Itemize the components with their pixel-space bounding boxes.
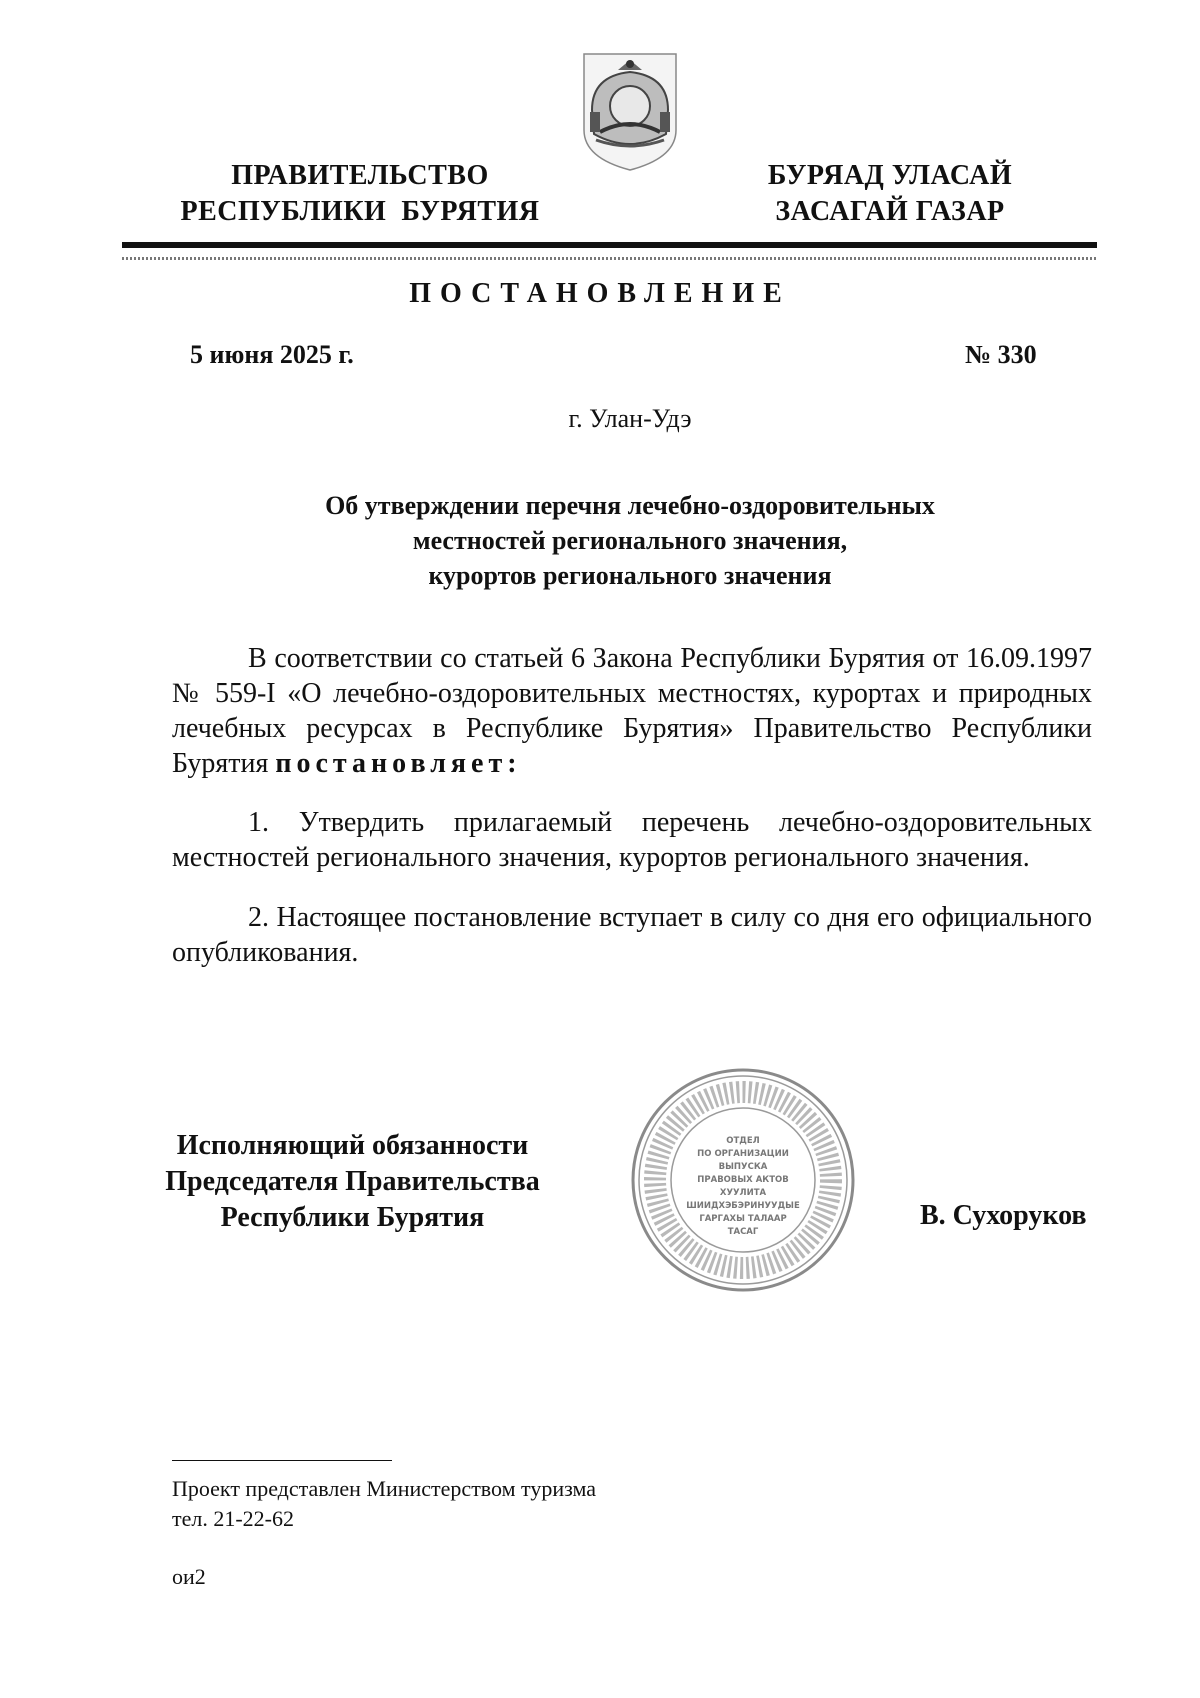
footnote-line1: Проект представлен Министерством туризма [172, 1476, 597, 1501]
signatory-position [150, 1128, 555, 1236]
official-seal-icon [628, 1065, 858, 1295]
seal-line-4: ПРАВОВЫХ АКТОВ [697, 1175, 789, 1185]
footnote [172, 1474, 596, 1534]
position-line3: Республики Бурятия [220, 1202, 485, 1233]
seal-line-5: ХУУЛИТА [719, 1188, 767, 1198]
title-line1: Об утверждении перечня лечебно-оздоровительных [325, 491, 935, 520]
coat-of-arms-icon [578, 50, 682, 174]
paragraph-1-text: В соответствии со статьей 6 Закона Республики Бурятия от 16.09.1997 № 559-I «О лечебно-оздоровительных местностях, курортах и природных лечебных ресурсах в Республике Бурятия» Правительство Республики Бурятия [172, 643, 1092, 779]
title-line3: курортов регионального значения [428, 561, 832, 590]
document-city: г. Улан-Удэ [568, 404, 692, 433]
org-name-buryat [700, 158, 1080, 230]
signatory-name: В. Сухоруков [920, 1200, 1087, 1231]
org-ru-line2: РЕСПУБЛИКИ БУРЯТИЯ [180, 196, 540, 227]
org-ru-line1: ПРАВИТЕЛЬСТВО [231, 160, 489, 191]
seal-line-6: ШИИДХЭБЭРИНУУДЫЕ [686, 1201, 800, 1211]
position-line2: Председателя Правительства [165, 1166, 540, 1197]
seal-line-3: ВЫПУСКА [718, 1162, 768, 1172]
body-paragraph-1 [172, 641, 1092, 781]
body-paragraph-3: 2. Настоящее постановление вступает в силу со дня его официального опубликования. [172, 902, 1092, 968]
seal-line-1: ОТДЕЛ [726, 1136, 760, 1146]
position-line1: Исполняющий обязанности [176, 1130, 529, 1161]
document-date: 5 июня 2025 г. [190, 340, 354, 369]
paragraph-1-emphasis: постановляет: [275, 748, 522, 779]
title-line2: местностей регионального значения, [412, 526, 848, 555]
org-name-russian [160, 158, 560, 230]
seal-line-2: ПО ОРГАНИЗАЦИИ [697, 1149, 789, 1159]
document-code: ои2 [172, 1564, 206, 1589]
org-bur-line1: БУРЯАД УЛАСАЙ [767, 160, 1013, 191]
header-divider [122, 242, 1097, 248]
document-type: ПОСТАНОВЛЕНИЕ [409, 278, 791, 309]
footnote-line2: тел. 21-22-62 [172, 1506, 295, 1531]
document-title [160, 488, 1100, 593]
body-paragraph-2: 1. Утвердить прилагаемый перечень лечебно-оздоровительных местностей регионального значения, курортов регионального значения. [172, 807, 1092, 873]
header-divider-thin [122, 257, 1097, 260]
org-bur-line2: ЗАСАГАЙ ГАЗАР [775, 196, 1005, 227]
seal-line-8: ТАСАГ [727, 1227, 759, 1237]
document-number: № 330 [965, 340, 1037, 369]
footnote-divider [172, 1460, 392, 1461]
seal-line-7: ГАРГАХЫ ТАЛААР [699, 1214, 787, 1224]
